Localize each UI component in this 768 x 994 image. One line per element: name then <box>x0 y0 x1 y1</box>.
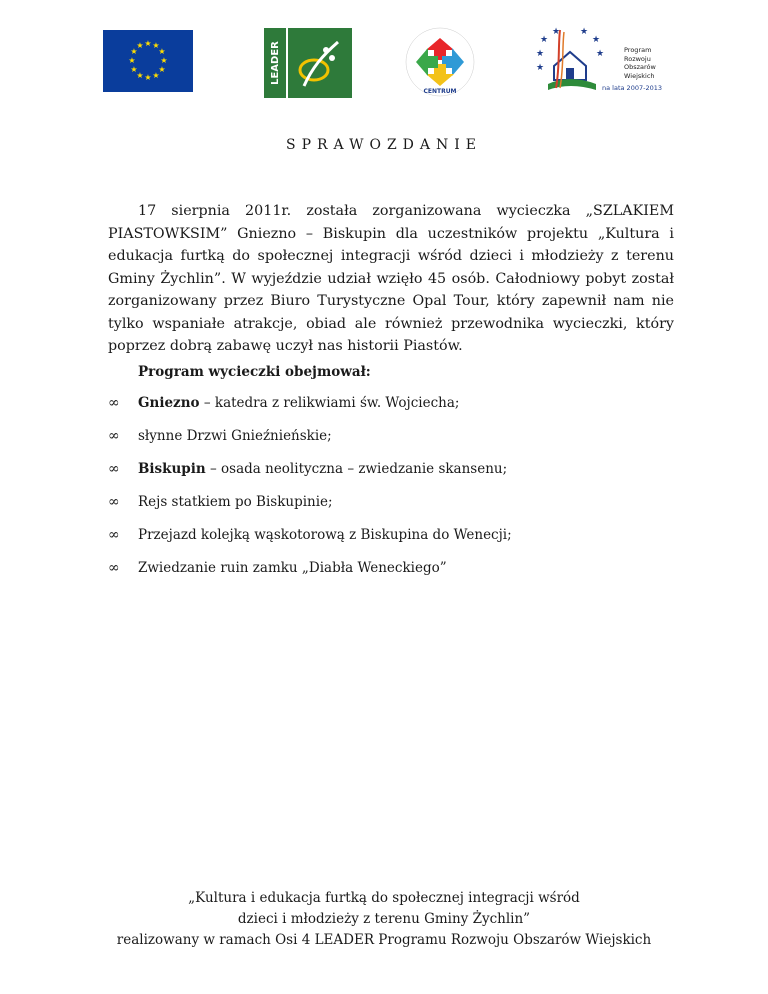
footer-line: „Kultura i edukacja furtką do społecznej integracji wśród <box>188 890 580 906</box>
bullet-icon: ∞ <box>108 395 120 411</box>
list-item <box>108 458 708 491</box>
svg-text:★: ★ <box>535 49 545 59</box>
report-paragraph <box>108 200 674 358</box>
item-text: Przejazd kolejką wąskotorową z Biskupina do Wenecji; <box>138 527 512 543</box>
svg-text:★: ★ <box>158 47 166 56</box>
svg-text:★: ★ <box>158 65 166 74</box>
svg-text:★: ★ <box>128 56 136 65</box>
svg-text:★: ★ <box>551 27 561 37</box>
list-item <box>108 425 708 458</box>
prow-years: na lata 2007-2013 <box>602 84 662 92</box>
prow-logo <box>530 26 690 106</box>
footer <box>0 888 768 951</box>
report-paragraph-text: 17 sierpnia 2011r. została zorganizowana wycieczka „SZLAKIEM PIASTOWKSIM” Gniezno – Biskupin dla uczestników projektu „Kultura i edukacja furtką do społecznej integracji wśród dzieci i młodzieży z terenu Gminy Żychlin”. W wyjeździe udział wzięło 45 osób. Całodniowy pobyt został zorganizowany przez Biuro Turystyczne Opal Tour, który zapewnił nam nie tylko wspaniałe atrakcje, obiad ale również przewodnika wycieczki, który poprzez dobrą zabawę uczył nas historii Piastów. <box>108 203 674 354</box>
footer-line: dzieci i młodzieży z terenu Gminy Żychlin” <box>237 911 531 927</box>
bullet-icon: ∞ <box>108 560 120 576</box>
item-text: – osada neolityczna – zwiedzanie skansenu; <box>205 461 508 477</box>
logo-bar <box>0 26 768 106</box>
item-text: – katedra z relikwiami św. Wojciecha; <box>199 395 460 411</box>
bullet-icon: ∞ <box>108 494 120 510</box>
item-bold: Biskupin <box>138 461 206 477</box>
prow-line: Wiejskich <box>624 71 655 80</box>
svg-text:★: ★ <box>539 35 549 45</box>
svg-text:★: ★ <box>579 27 589 37</box>
eu-flag-icon <box>103 30 193 92</box>
list-item <box>108 557 708 590</box>
eu-flag-logo <box>103 30 193 92</box>
bullet-icon: ∞ <box>108 428 120 444</box>
bullet-icon: ∞ <box>108 527 120 543</box>
list-item <box>108 392 708 425</box>
item-bold: Gniezno <box>138 395 200 411</box>
svg-text:★: ★ <box>136 41 144 50</box>
item-text: Zwiedzanie ruin zamku „Diabła Weneckiego” <box>138 560 447 576</box>
prow-line: Rozwoju <box>624 54 651 63</box>
svg-text:★: ★ <box>535 63 545 73</box>
program-list <box>108 392 708 590</box>
leader-logo-text: LEADER <box>270 41 281 85</box>
svg-text:★: ★ <box>144 73 152 82</box>
prow-line: Obszarów <box>624 63 656 71</box>
prow-logo-text <box>624 46 656 80</box>
svg-text:★: ★ <box>591 35 601 45</box>
leader-logo <box>264 28 352 98</box>
svg-text:★: ★ <box>595 49 605 59</box>
svg-text:★: ★ <box>152 71 160 80</box>
item-text: Rejs statkiem po Biskupinie; <box>138 494 333 510</box>
svg-text:★: ★ <box>160 56 168 65</box>
svg-text:★: ★ <box>152 41 160 50</box>
program-heading: Program wycieczki obejmował: <box>138 364 371 380</box>
footer-line: realizowany w ramach Osi 4 LEADER Programu Rozwoju Obszarów Wiejskich <box>116 932 652 948</box>
bullet-icon: ∞ <box>108 461 120 477</box>
svg-text:★: ★ <box>144 39 152 48</box>
svg-text:★: ★ <box>130 47 138 56</box>
list-item <box>108 491 708 524</box>
prow-line: Program <box>624 46 652 54</box>
svg-text:★: ★ <box>136 71 144 80</box>
svg-text:CENTRUM: CENTRUM <box>423 88 457 95</box>
svg-text:★: ★ <box>130 65 138 74</box>
item-text: słynne Drzwi Gnieźnieńskie; <box>138 428 332 444</box>
list-item <box>108 524 708 557</box>
document-title: SPRAWOZDANIE <box>285 137 483 153</box>
lgd-centrum-logo <box>404 26 476 98</box>
